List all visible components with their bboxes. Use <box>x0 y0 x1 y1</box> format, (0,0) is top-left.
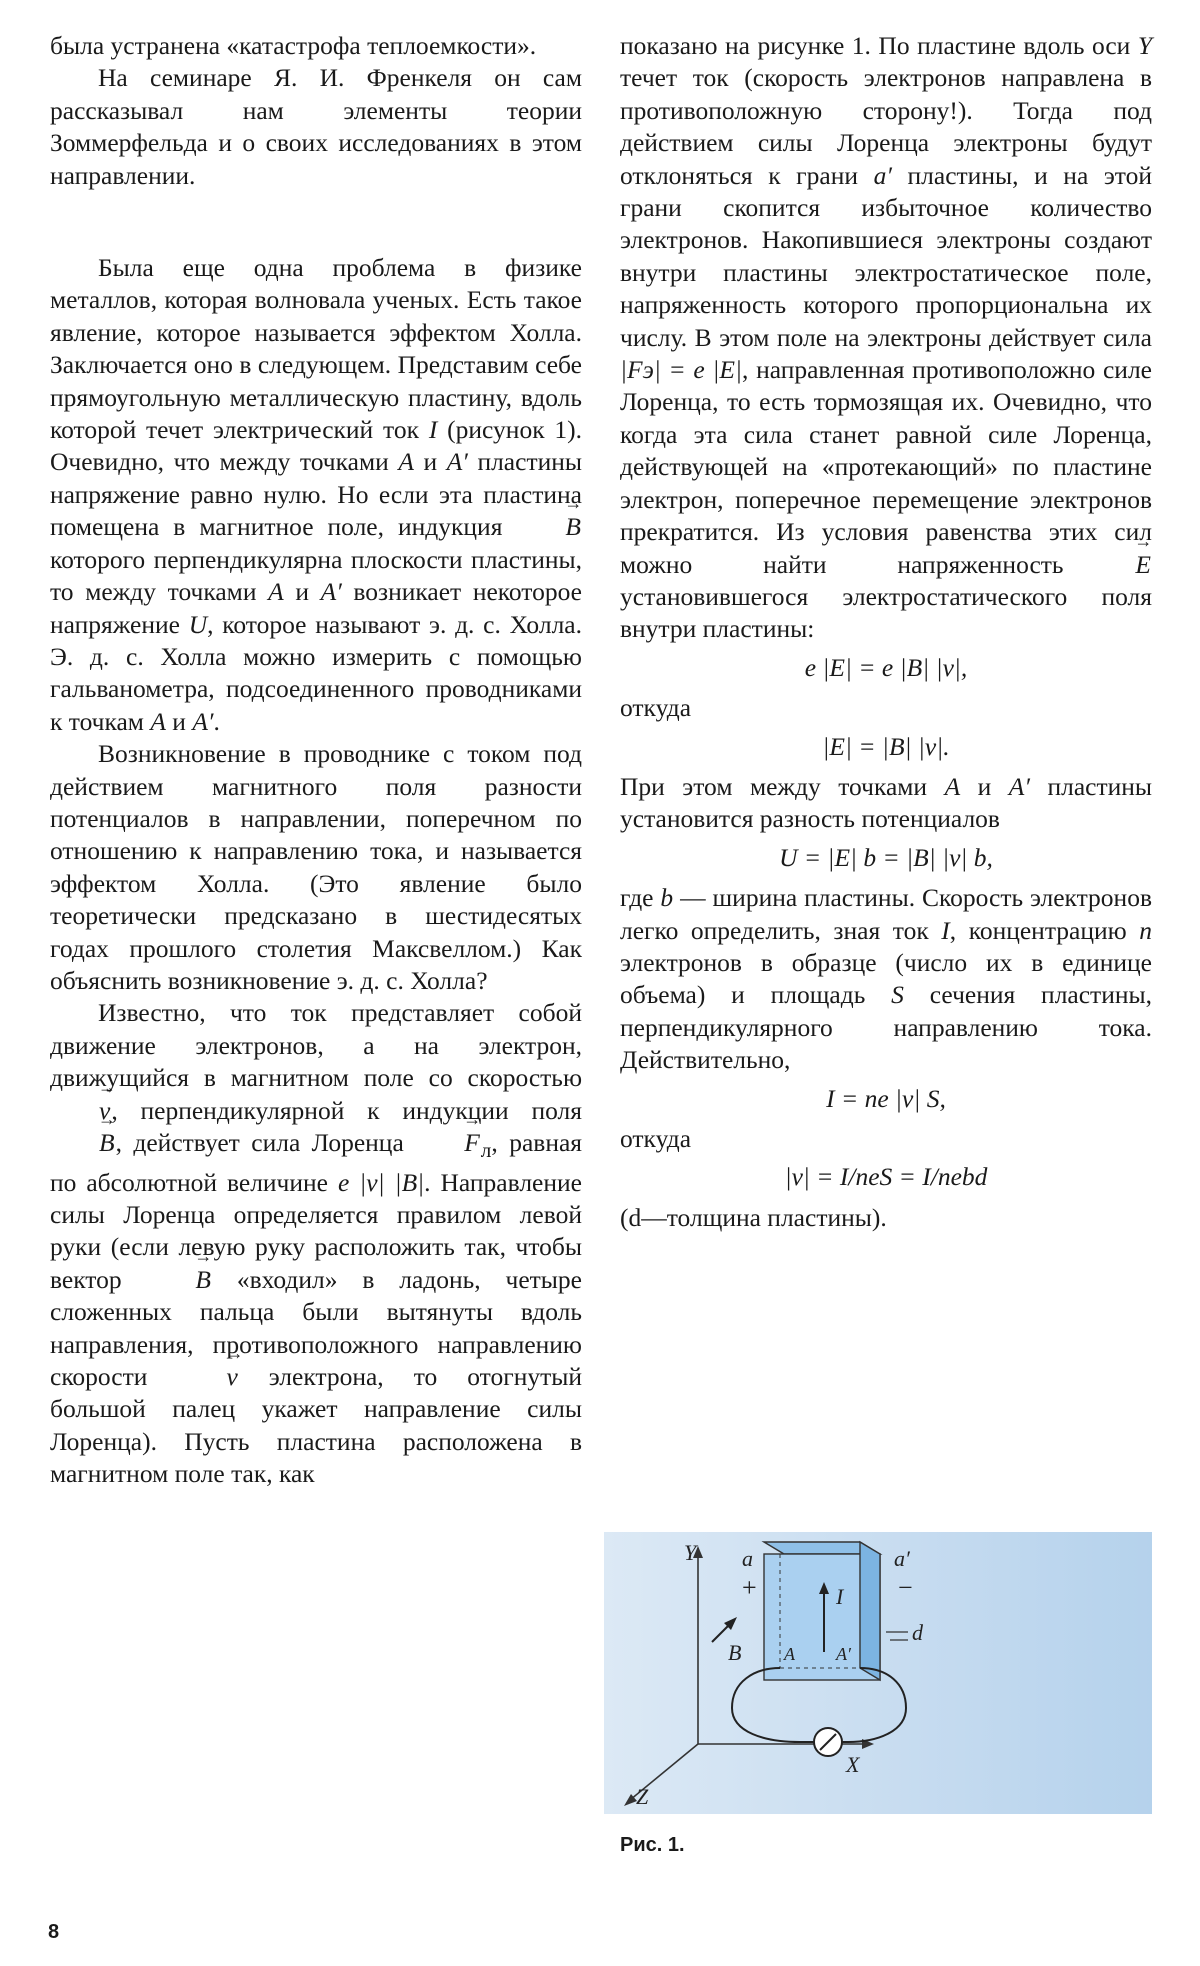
paragraph: где b — ширина пластины. Скорость электронов легко определить, зная ток I, концентрацию n электронов в образце (число их в единице объема) и площадь S сечения пластины, перпендикулярного направлению тока. Действительно, <box>620 883 1153 1075</box>
formula: |E| = |B| |v|. <box>822 731 950 761</box>
hall-effect-figure <box>604 1532 1152 1814</box>
label-face-a-prime: a′ <box>894 1546 910 1571</box>
paragraph: На семинаре Я. И. Френкеля он сам рассказывал нам элементы теории Зоммерфельда и о своих исследованиях в этом направлении. <box>50 63 582 190</box>
hall-effect-diagram <box>604 1532 1152 1814</box>
formula: e |E| = e |B| |v|, <box>804 652 968 682</box>
axis-label-x: X <box>846 1752 860 1777</box>
paragraph: Была еще одна проблема в физике металлов, которая волновала ученых. Есть такое явление, которое называется эффектом Холла. Заключается оно в следующем. Представим себе прямоугольную металлическую пластину, вдоль которой течет электрический ток I (рисунок 1). Очевидно, что между точками A и A′ пластины напряжение равно нулю. Но если эта пластина помещена в магнитное поле, индукция → B которого перпендикулярна плоскости пластины, то между точками A и A′ возникает некоторое напряжение U, которое называют э. д. с. Холла. Э. д. с. Холла можно измерить с помощью гальванометра, подсоединенного проводниками к точкам A и A′. <box>50 252 582 738</box>
formula: e |v| |B| <box>337 1167 425 1197</box>
label-point-a: A <box>784 1644 795 1664</box>
formula: U = |E| b = |B| |v| b, <box>779 842 993 872</box>
label-current: I <box>836 1584 844 1609</box>
left-column <box>50 30 582 1491</box>
paragraph: была устранена «катастрофа теплоемкости». <box>50 31 537 60</box>
figure-caption: Рис. 1. <box>620 1834 685 1856</box>
paragraph: откуда <box>620 693 692 723</box>
paragraph: При этом между точками A и A′ пластины установится разность потенциалов <box>620 771 1153 834</box>
paragraph: откуда <box>620 1124 692 1153</box>
page-number: 8 <box>48 1921 60 1943</box>
plus-sign: + <box>742 1573 757 1602</box>
formula: |v| = I/neS = I/nebd <box>784 1162 988 1192</box>
paragraph: показано на рисунке 1. По пластине вдоль оси Y течет ток (скорость электронов направлена в противоположную сторону!). Тогда под действием силы Лоренца электроны будут отклоняться к грани a′ пластины, и на этой грани скопится избыточное количество электронов. Накопившиеся электроны создают внутри пластины электростатическое поле, напряженность которого пропорциональна их числу. В этом поле на электроны действует сила |Fэ| = e |E|, направленная противоположно силе Лоренца, то есть тормозящая их. Очевидно, что когда эта сила станет равной силе Лоренца, действующей на «протекающий» по пластине электрон, поперечное перемещение электронов прекратится. Из условия равенства этих сил можно найти напряженность → E установившегося электростатического поля внутри пластины: <box>620 30 1152 646</box>
right-column <box>620 30 1152 1234</box>
formula: I = ne |v| S, <box>826 1083 946 1113</box>
paragraph: Известно, что ток представляет собой движение электронов, а на электрон, движущийся в магнитном поле со скоростью → v, перпендикулярной к индукции поля → B, действует сила Лоренца → $F_л$, равная по абсолютной величине e |v| |B|. Направление силы Лоренца определяется правилом левой руки (если левую руку расположить так, чтобы вектор → B «входил» в ладонь, четыре сложенных пальца были вытянуты вдоль направления, противоположного направлению скорости → v электрона, то отогнутый большой палец укажет направление силы Лоренца). Пусть пластина расположена в магнитном поле так, как <box>50 997 582 1490</box>
axis-label-y: Y <box>684 1540 697 1565</box>
paragraph: (d—толщина пластины). <box>620 1202 887 1232</box>
label-thickness-d: d <box>912 1620 923 1645</box>
axis-label-z: Z <box>636 1784 649 1809</box>
plate-side <box>860 1542 880 1680</box>
formula: |Fэ| = e |E| <box>620 355 743 385</box>
label-point-a-prime: A′ <box>836 1644 851 1664</box>
minus-sign: − <box>898 1573 913 1602</box>
paragraph: Возникновение в проводнике с током под действием магнитного поля разности потенциалов в направлении, поперечном по отношению к направлению тока, и называется эффектом Холла. (Это явление было теоретически предсказано в шестидесятых годах прошлого столетия Максвеллом.) Как объяснить возникновение э. д. с. Холла? <box>50 739 582 995</box>
label-field-b: B <box>728 1640 742 1665</box>
label-face-a: a <box>742 1546 753 1571</box>
